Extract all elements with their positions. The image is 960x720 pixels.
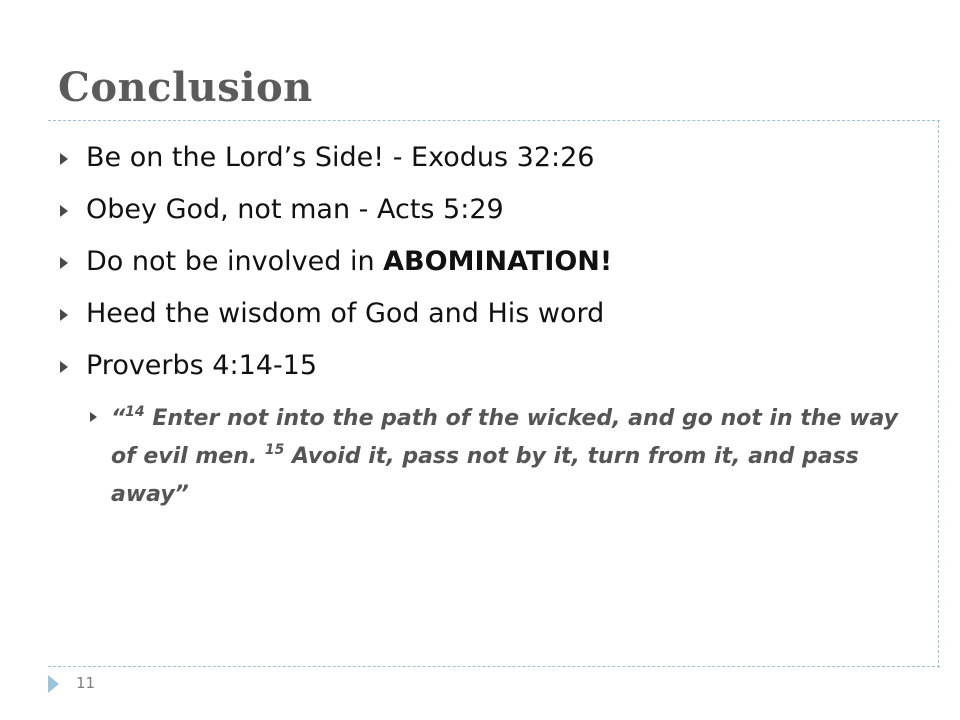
title-divider (48, 120, 940, 121)
sub-bullet-item (90, 400, 910, 514)
slide-title: Conclusion (58, 64, 313, 111)
page-number: 11 (76, 674, 96, 692)
scripture-quote (111, 400, 901, 514)
bullet-item (60, 346, 920, 398)
bullet-text (86, 242, 612, 282)
right-border (938, 120, 939, 668)
bullet-item (60, 294, 920, 346)
bullet-text-plain: Do not be involved in (86, 246, 384, 277)
footer-divider (48, 666, 940, 667)
bullet-text: Be on the Lord’s Side! - Exodus 32:26 (86, 142, 595, 173)
footer-triangle-icon (48, 675, 59, 693)
verse-number: 14 (125, 404, 145, 420)
quote-open-mark: “ (111, 406, 126, 431)
verse-text: Avoid it, pass not by it, turn from it, and pass away” (111, 444, 859, 507)
bullet-item (60, 242, 920, 294)
triangle-bullet-icon (90, 412, 97, 422)
triangle-bullet-icon (60, 205, 68, 217)
triangle-bullet-icon (60, 257, 68, 269)
bullet-item (60, 190, 920, 242)
bullet-text: Obey God, not man - Acts 5:29 (86, 194, 504, 225)
verse-number: 15 (264, 442, 285, 458)
triangle-bullet-icon (60, 361, 68, 373)
triangle-bullet-icon (60, 309, 68, 321)
bullet-text: Proverbs 4:14-15 (86, 350, 318, 381)
bullet-text: Heed the wisdom of God and His word (86, 298, 605, 329)
bullet-list (60, 138, 920, 398)
bullet-text-emphasis: ABOMINATION! (383, 246, 613, 277)
bullet-item (60, 138, 920, 190)
verse-text: Enter not into the path of the wicked, and go not in the way of evil men. (111, 406, 898, 469)
triangle-bullet-icon (60, 153, 68, 165)
